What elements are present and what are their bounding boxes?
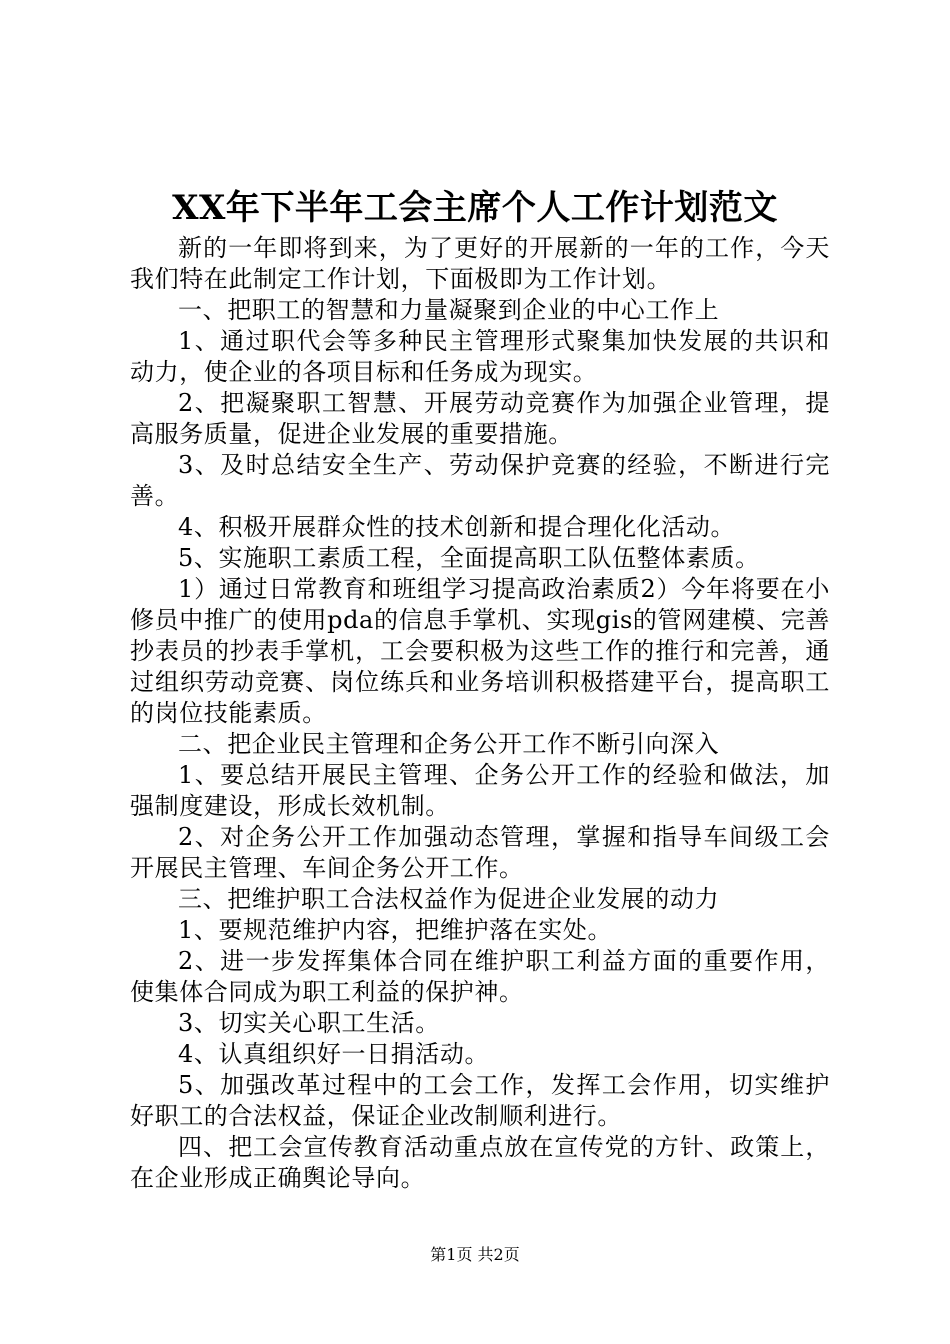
paragraph: 1）通过日常教育和班组学习提高政治素质2）今年将要在小修员中推广的使用pda的信息手掌机、实现gis的管网建模、完善抄表员的抄表手掌机，工会要积极为这些工作的推行和完善，通过组织劳动竞赛、岗位练兵和业务培训积极搭建平台，提高职工的岗位技能素质。 [130,575,830,727]
paragraph: 新的一年即将到来，为了更好的开展新的一年的工作，今天我们特在此制定工作计划，下面极即为工作计划。 [130,234,830,293]
section-heading-1: 一、把职工的智慧和力量凝聚到企业的中心工作上 [178,296,720,324]
section-heading-2: 二、把企业民主管理和企务公开工作不断引向深入 [178,730,720,758]
paragraph: 1、要规范维护内容，把维护落在实处。 [178,916,613,944]
paragraph: 1、要总结开展民主管理、企务公开工作的经验和做法，加强制度建设，形成长效机制。 [130,761,830,820]
page-footer: 第1页 共2页 [430,1245,520,1264]
paragraph: 2、把凝聚职工智慧、开展劳动竞赛作为加强企业管理，提高服务质量，促进企业发展的重要措施。 [130,389,830,448]
paragraph: 2、进一步发挥集体合同在维护职工利益方面的重要作用，使集体合同成为职工利益的保护神。 [130,947,830,1006]
paragraph: 3、切实关心职工生活。 [178,1009,440,1037]
paragraph: 3、及时总结安全生产、劳动保护竞赛的经验，不断进行完善。 [130,451,830,510]
paragraph: 4、认真组织好一日捐活动。 [178,1040,490,1068]
paragraph: 5、加强改革过程中的工会工作，发挥工会作用，切实维护好职工的合法权益，保证企业改制顺利进行。 [130,1071,830,1130]
document-body [130,233,830,1194]
paragraph: 4、积极开展群众性的技术创新和提合理化化活动。 [178,513,736,541]
section-heading-3: 三、把维护职工合法权益作为促进企业发展的动力 [178,885,720,913]
document-title: XX年下半年工会主席个人工作计划范文 [172,188,778,228]
section-heading-4: 四、把工会宣传教育活动重点放在宣传党的方针、政策上，在企业形成正确舆论导向。 [130,1133,830,1192]
paragraph: 2、对企务公开工作加强动态管理，掌握和指导车间级工会开展民主管理、车间企务公开工作。 [130,823,830,882]
paragraph: 1、通过职代会等多种民主管理形式聚集加快发展的共识和动力，使企业的各项目标和任务成为现实。 [130,327,830,386]
paragraph: 5、实施职工素质工程，全面提高职工队伍整体素质。 [178,544,760,572]
